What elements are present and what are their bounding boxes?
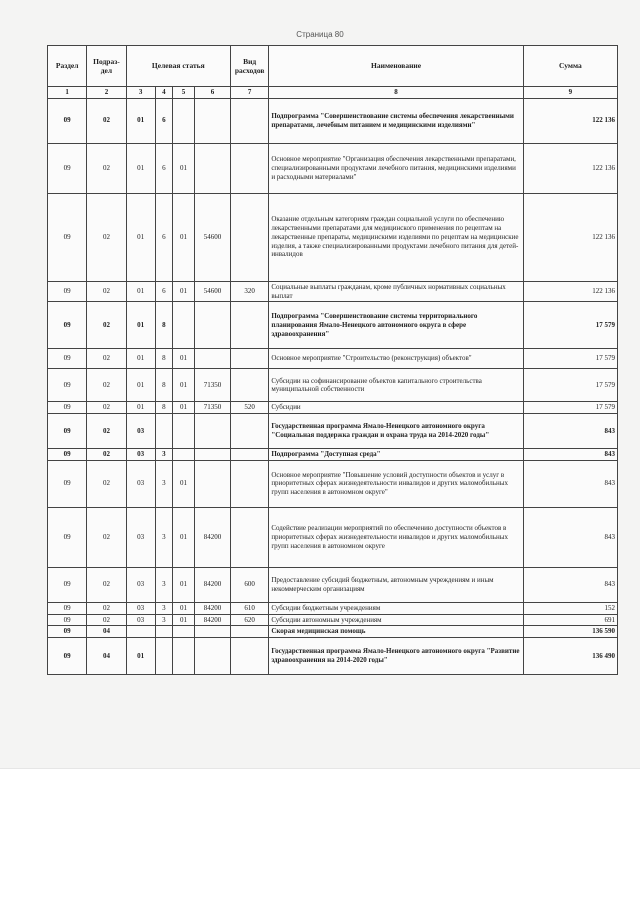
vid-cell [231, 193, 269, 281]
sum-cell: 122 136 [523, 193, 617, 281]
target-code-cell: 01 [173, 460, 195, 507]
target-code-cell: 01 [173, 369, 195, 402]
target-code-cell: 71350 [194, 402, 230, 414]
col-number: 6 [194, 87, 230, 99]
target-code-cell: 3 [155, 507, 173, 567]
sum-cell: 122 136 [523, 281, 617, 302]
target-code-cell: 3 [155, 614, 173, 626]
col-number: 9 [523, 87, 617, 99]
podrazdel-cell: 02 [87, 449, 126, 461]
sum-cell: 17 579 [523, 302, 617, 349]
name-cell: Скорая медицинская помощь [269, 626, 523, 638]
target-code-cell: 01 [173, 281, 195, 302]
target-code-cell: 01 [126, 281, 155, 302]
target-code-cell [194, 349, 230, 369]
target-code-cell: 8 [155, 402, 173, 414]
podrazdel-cell: 04 [87, 626, 126, 638]
target-code-cell: 03 [126, 507, 155, 567]
target-code-cell [126, 626, 155, 638]
vid-cell [231, 302, 269, 349]
target-code-cell: 01 [126, 98, 155, 143]
target-code-cell: 01 [173, 349, 195, 369]
name-cell: Государственная программа Ямало-Ненецкого автономного округа "Развитие здравоохранения на 2014-2020 годы" [269, 638, 523, 675]
table-row [48, 449, 618, 461]
target-code-cell [155, 638, 173, 675]
name-cell: Субсидии на софинансирование объектов капитального строительства муниципальной собственности [269, 369, 523, 402]
col-number: 2 [87, 87, 126, 99]
target-code-cell [173, 638, 195, 675]
target-code-cell [173, 302, 195, 349]
target-code-cell: 03 [126, 602, 155, 614]
podrazdel-cell: 02 [87, 614, 126, 626]
razdel-cell: 09 [48, 193, 87, 281]
vid-cell [231, 638, 269, 675]
target-code-cell: 01 [126, 349, 155, 369]
table-row [48, 349, 618, 369]
razdel-cell: 09 [48, 460, 87, 507]
podrazdel-cell: 02 [87, 281, 126, 302]
razdel-cell: 09 [48, 143, 87, 193]
name-cell: Государственная программа Ямало-Ненецкого автономного округа "Социальная поддержка граждан и охрана труда на 2014-2020 годы" [269, 414, 523, 449]
table-row [48, 614, 618, 626]
target-code-cell: 8 [155, 349, 173, 369]
sum-cell: 17 579 [523, 369, 617, 402]
razdel-cell: 09 [48, 567, 87, 602]
name-cell: Подпрограмма "Совершенствование системы обеспечения лекарственными препаратами, лечебным питанием и медицинскими изделиями" [269, 98, 523, 143]
col-number: 4 [155, 87, 173, 99]
target-code-cell [194, 414, 230, 449]
vid-cell [231, 349, 269, 369]
razdel-cell: 09 [48, 98, 87, 143]
target-code-cell [173, 98, 195, 143]
name-cell: Подпрограмма "Доступная среда" [269, 449, 523, 461]
name-cell: Содействие реализации мероприятий по обеспечению доступности объектов в приоритетных сферах жизнедеятельности инвалидов и других маломобильных групп населения в автономном округе [269, 507, 523, 567]
sum-cell: 843 [523, 507, 617, 567]
target-code-cell [173, 414, 195, 449]
podrazdel-cell: 02 [87, 302, 126, 349]
target-code-cell: 01 [126, 143, 155, 193]
podrazdel-cell: 02 [87, 143, 126, 193]
header-razdel: Раздел [48, 46, 87, 87]
vid-cell [231, 414, 269, 449]
podrazdel-cell: 02 [87, 567, 126, 602]
name-cell: Субсидии [269, 402, 523, 414]
table-row [48, 369, 618, 402]
name-cell: Социальные выплаты гражданам, кроме публичных нормативных социальных выплат [269, 281, 523, 302]
header-row [48, 46, 618, 87]
table-row [48, 638, 618, 675]
col-number: 5 [173, 87, 195, 99]
podrazdel-cell: 02 [87, 507, 126, 567]
header-podrazdel: Подраз-дел [87, 46, 126, 87]
target-code-cell: 84200 [194, 567, 230, 602]
target-code-cell [194, 449, 230, 461]
target-code-cell: 03 [126, 414, 155, 449]
target-code-cell: 01 [173, 193, 195, 281]
razdel-cell: 09 [48, 402, 87, 414]
podrazdel-cell: 02 [87, 602, 126, 614]
target-code-cell [194, 638, 230, 675]
target-code-cell: 6 [155, 193, 173, 281]
name-cell: Субсидии автономным учреждениям [269, 614, 523, 626]
podrazdel-cell: 02 [87, 369, 126, 402]
vid-cell [231, 460, 269, 507]
name-cell: Оказание отдельным категориям граждан социальной услуги по обеспечению лекарственными препаратами для медицинского применения по рецептам на лекарственные препараты, медицинскими изделиями по рецептам на медицинские изделия, а также специализированными продуктами лечебного питания для детей-инвалидов [269, 193, 523, 281]
vid-cell [231, 143, 269, 193]
sum-cell: 122 136 [523, 143, 617, 193]
target-code-cell [194, 460, 230, 507]
col-number: 8 [269, 87, 523, 99]
table-row [48, 193, 618, 281]
target-code-cell: 01 [126, 369, 155, 402]
target-code-cell [194, 143, 230, 193]
sum-cell: 136 590 [523, 626, 617, 638]
column-number-row [48, 87, 618, 99]
name-cell: Основное мероприятие "Организация обеспечения лекарственными препаратами, специализированными продуктами лечебного питания, медицинскими изделиями и расходными материалами" [269, 143, 523, 193]
name-cell: Предоставление субсидий бюджетным, автономным учреждениям и иным некоммерческим организациям [269, 567, 523, 602]
table-row [48, 414, 618, 449]
col-number: 3 [126, 87, 155, 99]
target-code-cell [194, 98, 230, 143]
target-code-cell: 01 [173, 402, 195, 414]
target-code-cell: 03 [126, 460, 155, 507]
target-code-cell: 01 [126, 638, 155, 675]
table-body [48, 98, 618, 674]
table-row [48, 143, 618, 193]
razdel-cell: 09 [48, 507, 87, 567]
vid-cell [231, 449, 269, 461]
target-code-cell: 6 [155, 98, 173, 143]
podrazdel-cell: 04 [87, 638, 126, 675]
target-code-cell: 03 [126, 614, 155, 626]
razdel-cell: 09 [48, 638, 87, 675]
sum-cell: 843 [523, 449, 617, 461]
target-code-cell: 3 [155, 567, 173, 602]
vid-cell: 610 [231, 602, 269, 614]
table-row [48, 402, 618, 414]
table-row [48, 98, 618, 143]
target-code-cell: 01 [126, 402, 155, 414]
name-cell: Подпрограмма "Совершенствование системы территориального планирования Ямало-Ненецкого автономного округа в сфере здравоохранения" [269, 302, 523, 349]
target-code-cell: 01 [173, 507, 195, 567]
table-row [48, 626, 618, 638]
sum-cell: 152 [523, 602, 617, 614]
razdel-cell: 09 [48, 626, 87, 638]
vid-cell: 320 [231, 281, 269, 302]
target-code-cell: 01 [126, 302, 155, 349]
vid-cell: 600 [231, 567, 269, 602]
table-row [48, 567, 618, 602]
target-code-cell [173, 449, 195, 461]
vid-cell [231, 507, 269, 567]
target-code-cell: 84200 [194, 614, 230, 626]
header-name: Наименование [269, 46, 523, 87]
target-code-cell: 03 [126, 449, 155, 461]
razdel-cell: 09 [48, 414, 87, 449]
razdel-cell: 09 [48, 349, 87, 369]
podrazdel-cell: 02 [87, 402, 126, 414]
target-code-cell [173, 626, 195, 638]
razdel-cell: 09 [48, 614, 87, 626]
header-target: Целевая статья [126, 46, 230, 87]
sum-cell: 17 579 [523, 349, 617, 369]
target-code-cell: 6 [155, 143, 173, 193]
name-cell: Основное мероприятие "Строительство (реконструкция) объектов" [269, 349, 523, 369]
razdel-cell: 09 [48, 302, 87, 349]
podrazdel-cell: 02 [87, 193, 126, 281]
col-number: 1 [48, 87, 87, 99]
vid-cell: 620 [231, 614, 269, 626]
razdel-cell: 09 [48, 449, 87, 461]
razdel-cell: 09 [48, 281, 87, 302]
col-number: 7 [231, 87, 269, 99]
podrazdel-cell: 02 [87, 414, 126, 449]
podrazdel-cell: 02 [87, 98, 126, 143]
vid-cell [231, 369, 269, 402]
table-row [48, 507, 618, 567]
target-code-cell: 54600 [194, 281, 230, 302]
header-vid: Вид расходов [231, 46, 269, 87]
target-code-cell [155, 626, 173, 638]
target-code-cell: 8 [155, 302, 173, 349]
table-row [48, 302, 618, 349]
razdel-cell: 09 [48, 369, 87, 402]
razdel-cell: 09 [48, 602, 87, 614]
name-cell: Основное мероприятие "Повышение условий доступности объектов и услуг в приоритетных сферах жизнедеятельности инвалидов и других маломобильных групп населения в автономном округе" [269, 460, 523, 507]
target-code-cell: 3 [155, 460, 173, 507]
name-cell: Субсидии бюджетным учреждениям [269, 602, 523, 614]
vid-cell [231, 626, 269, 638]
target-code-cell: 01 [173, 143, 195, 193]
budget-table [47, 45, 618, 675]
target-code-cell [194, 302, 230, 349]
sum-cell: 122 136 [523, 98, 617, 143]
target-code-cell: 01 [173, 614, 195, 626]
target-code-cell: 54600 [194, 193, 230, 281]
vid-cell [231, 98, 269, 143]
target-code-cell: 01 [173, 602, 195, 614]
target-code-cell: 84200 [194, 507, 230, 567]
table-row [48, 602, 618, 614]
target-code-cell: 84200 [194, 602, 230, 614]
page-label: Страница 80 [296, 30, 344, 39]
podrazdel-cell: 02 [87, 349, 126, 369]
target-code-cell: 8 [155, 369, 173, 402]
target-code-cell [155, 414, 173, 449]
header-sum: Сумма [523, 46, 617, 87]
sum-cell: 843 [523, 414, 617, 449]
target-code-cell: 03 [126, 567, 155, 602]
target-code-cell: 6 [155, 281, 173, 302]
vid-cell: 520 [231, 402, 269, 414]
target-code-cell: 01 [173, 567, 195, 602]
sum-cell: 17 579 [523, 402, 617, 414]
target-code-cell: 3 [155, 602, 173, 614]
table-row [48, 460, 618, 507]
target-code-cell [194, 626, 230, 638]
podrazdel-cell: 02 [87, 460, 126, 507]
sum-cell: 843 [523, 567, 617, 602]
sum-cell: 843 [523, 460, 617, 507]
table-row [48, 281, 618, 302]
target-code-cell: 01 [126, 193, 155, 281]
sum-cell: 136 490 [523, 638, 617, 675]
target-code-cell: 71350 [194, 369, 230, 402]
target-code-cell: 3 [155, 449, 173, 461]
sum-cell: 691 [523, 614, 617, 626]
